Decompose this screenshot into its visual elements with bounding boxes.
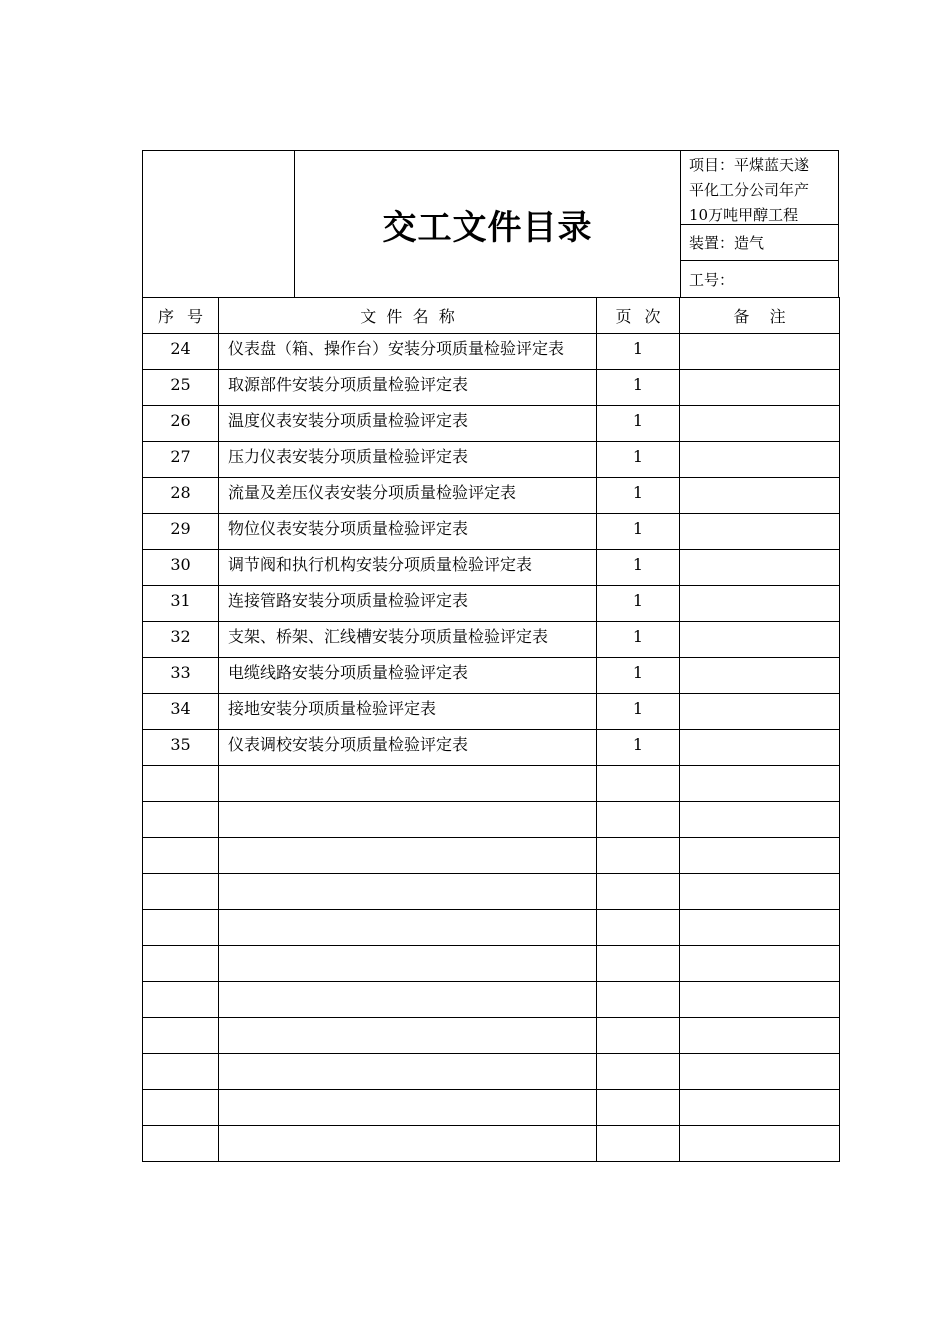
project-line: 10万吨甲醇工程 [689,206,799,224]
row-file-name [219,1126,597,1162]
row-page-count [597,874,680,910]
row-remark [680,982,840,1018]
row-page-count: 1 [597,514,680,550]
row-file-name: 接地安装分项质量检验评定表 [219,694,597,730]
row-remark [680,1018,840,1054]
row-remark [680,442,840,478]
row-page-count [597,766,680,802]
table-row [143,1126,840,1162]
row-page-count: 1 [597,730,680,766]
row-page-count [597,1090,680,1126]
row-page-count: 1 [597,622,680,658]
unit-field: 装置：造气 [681,225,838,261]
row-page-count: 1 [597,478,680,514]
document-title: 交工文件目录 [295,151,681,297]
row-file-name [219,1054,597,1090]
table-header-row [143,298,840,334]
row-remark [680,730,840,766]
row-remark [680,946,840,982]
column-header-number: 序 号 [143,298,219,334]
row-number: 31 [143,586,219,622]
logo-cell [143,151,295,297]
document-header [142,150,839,298]
row-page-count: 1 [597,406,680,442]
row-file-name: 温度仪表安装分项质量检验评定表 [219,406,597,442]
table-row [143,910,840,946]
column-header-remarks: 备 注 [680,298,840,334]
row-number: 34 [143,694,219,730]
row-page-count: 1 [597,694,680,730]
row-page-count: 1 [597,370,680,406]
table-row [143,1090,840,1126]
row-page-count [597,946,680,982]
table-row [143,478,840,514]
table-row [143,1018,840,1054]
table-row [143,874,840,910]
row-number [143,1126,219,1162]
row-file-name: 仪表盘（箱、操作台）安装分项质量检验评定表 [219,334,597,370]
row-remark [680,478,840,514]
file-index-table [142,297,840,1162]
row-file-name: 连接管路安装分项质量检验评定表 [219,586,597,622]
row-page-count: 1 [597,442,680,478]
project-line: 项目：平煤蓝天遂 [689,156,810,174]
row-remark [680,874,840,910]
row-number [143,802,219,838]
row-number [143,1018,219,1054]
table-row [143,334,840,370]
row-page-count: 1 [597,334,680,370]
table-row [143,946,840,982]
row-file-name [219,766,597,802]
row-number: 28 [143,478,219,514]
row-page-count [597,1054,680,1090]
row-page-count [597,910,680,946]
row-number: 27 [143,442,219,478]
row-file-name [219,1090,597,1126]
row-page-count [597,802,680,838]
row-remark [680,370,840,406]
row-file-name: 流量及差压仪表安装分项质量检验评定表 [219,478,597,514]
row-file-name [219,1018,597,1054]
row-page-count [597,1018,680,1054]
project-field [681,151,838,225]
row-number [143,1090,219,1126]
row-remark [680,406,840,442]
table-row [143,550,840,586]
row-file-name: 电缆线路安装分项质量检验评定表 [219,658,597,694]
row-remark [680,658,840,694]
project-line: 平化工分公司年产 [689,181,810,199]
row-file-name: 仪表调校安装分项质量检验评定表 [219,730,597,766]
row-number [143,1054,219,1090]
table-row [143,514,840,550]
row-remark [680,622,840,658]
row-remark [680,694,840,730]
row-file-name [219,874,597,910]
table-row [143,442,840,478]
row-page-count: 1 [597,586,680,622]
row-number [143,874,219,910]
row-number: 24 [143,334,219,370]
row-number: 33 [143,658,219,694]
row-file-name [219,982,597,1018]
row-remark [680,910,840,946]
row-number: 29 [143,514,219,550]
table-row [143,802,840,838]
row-number [143,946,219,982]
row-page-count: 1 [597,550,680,586]
table-row [143,622,840,658]
row-file-name: 压力仪表安装分项质量检验评定表 [219,442,597,478]
column-header-file-name: 文 件 名 称 [219,298,597,334]
work-number-field: 工号： [689,270,735,289]
row-number [143,766,219,802]
row-file-name: 物位仪表安装分项质量检验评定表 [219,514,597,550]
table-row [143,1054,840,1090]
row-page-count: 1 [597,658,680,694]
row-number [143,982,219,1018]
project-info [681,151,838,297]
table-body [143,334,840,1162]
row-remark [680,334,840,370]
row-file-name: 取源部件安装分项质量检验评定表 [219,370,597,406]
row-number: 32 [143,622,219,658]
row-remark [680,550,840,586]
table-row [143,406,840,442]
table-row [143,838,840,874]
row-remark [680,1054,840,1090]
row-file-name: 调节阀和执行机构安装分项质量检验评定表 [219,550,597,586]
row-remark [680,586,840,622]
row-file-name: 支架、桥架、汇线槽安装分项质量检验评定表 [219,622,597,658]
row-remark [680,802,840,838]
row-number: 26 [143,406,219,442]
table-row [143,586,840,622]
table-row [143,658,840,694]
column-header-pages: 页 次 [597,298,680,334]
row-remark [680,766,840,802]
row-remark [680,514,840,550]
row-number: 35 [143,730,219,766]
row-number: 25 [143,370,219,406]
table-row [143,766,840,802]
table-row [143,982,840,1018]
row-number: 30 [143,550,219,586]
row-remark [680,838,840,874]
table-row [143,730,840,766]
row-number [143,910,219,946]
table-row [143,694,840,730]
row-remark [680,1126,840,1162]
table-row [143,370,840,406]
row-page-count [597,982,680,1018]
row-page-count [597,838,680,874]
row-file-name [219,910,597,946]
row-file-name [219,802,597,838]
row-file-name [219,946,597,982]
row-file-name [219,838,597,874]
row-remark [680,1090,840,1126]
row-page-count [597,1126,680,1162]
row-number [143,838,219,874]
